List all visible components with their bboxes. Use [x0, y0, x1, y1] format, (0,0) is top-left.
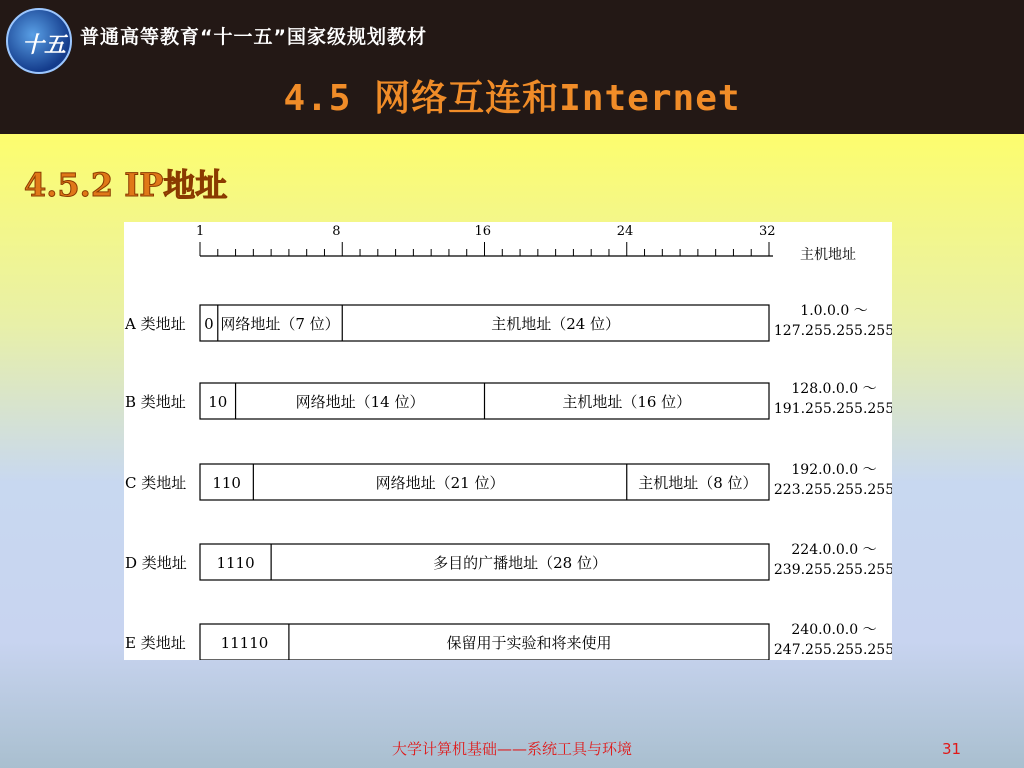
series-title: 普通高等教育“十一五”国家级规划教材 — [80, 26, 427, 48]
field-label: 110 — [212, 474, 241, 492]
range-start: 224.0.0.0 ～ — [791, 542, 877, 558]
range-start: 128.0.0.0 ～ — [791, 381, 877, 397]
ruler-label: 8 — [332, 224, 341, 239]
logo-text: 十五 — [22, 32, 67, 58]
page-number: 31 — [942, 740, 962, 758]
ruler-label: 1 — [196, 224, 205, 239]
footer-course-title: 大学计算机基础——系统工具与环境 — [391, 740, 632, 758]
field-label: 网络地址（21 位） — [375, 474, 505, 492]
ruler-label: 32 — [759, 224, 776, 239]
range-start: 192.0.0.0 ～ — [791, 462, 877, 478]
field-label: 网络地址（7 位） — [220, 315, 340, 333]
range-end: 247.255.255.255 — [773, 642, 892, 658]
ruler-label: 16 — [474, 224, 492, 239]
field-label: 保留用于实验和将来使用 — [446, 634, 612, 652]
ruler-right-label: 主机地址 — [800, 247, 856, 263]
header-bar — [0, 0, 1024, 134]
class-label: D 类地址 — [125, 554, 187, 572]
class-label: B 类地址 — [125, 393, 186, 411]
field-label: 10 — [208, 393, 228, 411]
field-label: 主机地址（24 位） — [491, 315, 621, 333]
field-label: 1110 — [216, 554, 255, 572]
class-label: A 类地址 — [125, 315, 186, 333]
field-label: 11110 — [220, 634, 269, 652]
diagram-svg — [124, 222, 892, 660]
slide-title: 4.5 网络互连和Internet — [283, 78, 741, 119]
range-end: 191.255.255.255 — [773, 401, 892, 417]
range-end: 127.255.255.255 — [773, 323, 892, 339]
field-label: 网络地址（14 位） — [295, 393, 425, 411]
logo-icon — [6, 8, 72, 74]
section-title: 4.5.2 IP地址 — [24, 166, 228, 204]
field-label: 0 — [204, 315, 214, 333]
ruler-label: 24 — [616, 224, 634, 239]
class-label: C 类地址 — [125, 474, 187, 492]
range-start: 240.0.0.0 ～ — [791, 622, 877, 638]
field-label: 主机地址（16 位） — [562, 393, 692, 411]
field-label: 主机地址（8 位） — [638, 474, 758, 492]
range-end: 223.255.255.255 — [773, 482, 892, 498]
range-start: 1.0.0.0 ～ — [800, 303, 868, 319]
field-label: 多目的广播地址（28 位） — [433, 554, 607, 572]
range-end: 239.255.255.255 — [773, 562, 892, 578]
class-label: E 类地址 — [125, 634, 186, 652]
ip-class-diagram — [124, 222, 892, 660]
